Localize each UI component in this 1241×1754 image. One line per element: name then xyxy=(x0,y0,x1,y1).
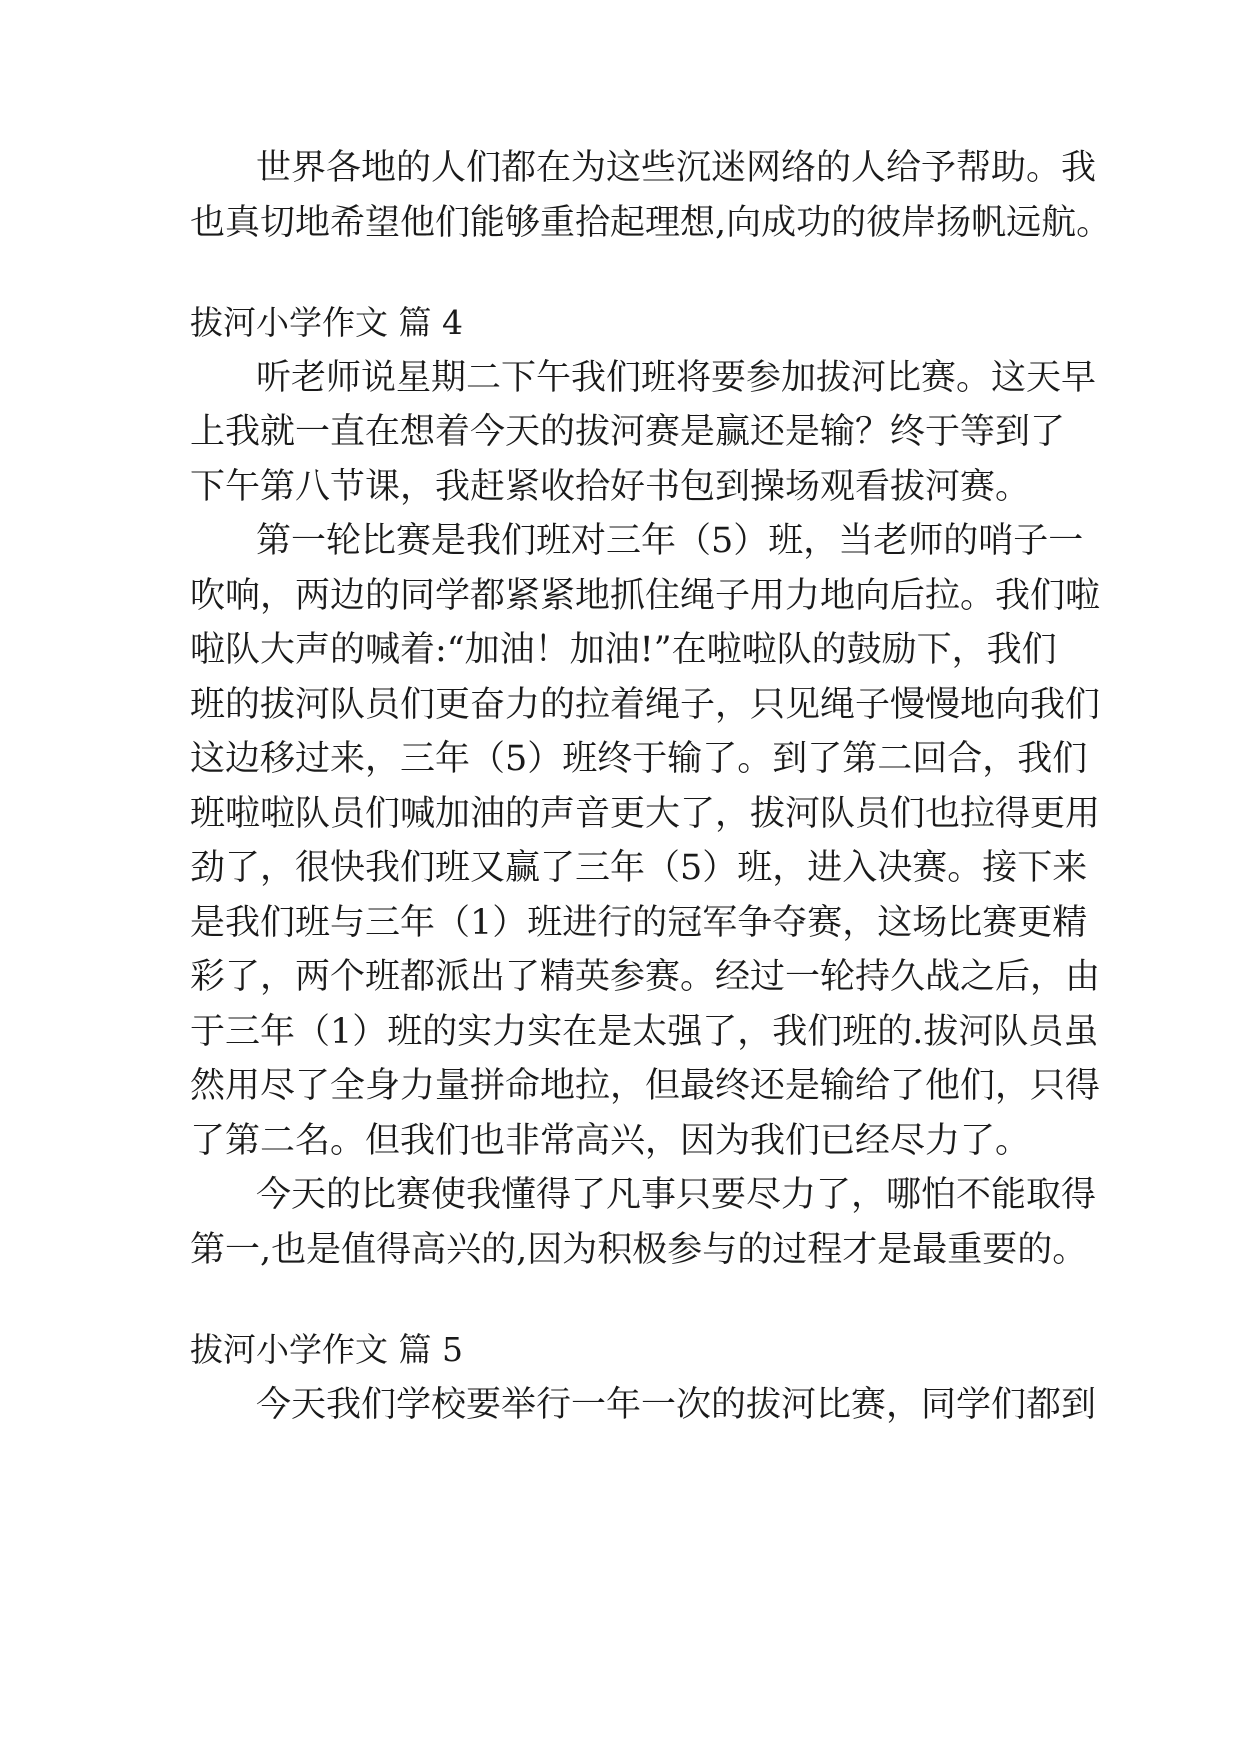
paragraph-line: 劲了，很快我们班又赢了三年（5）班，进入决赛。接下来 xyxy=(190,848,1088,888)
paragraph-line: 上我就一直在想着今天的拔河赛是赢还是输？终于等到了 xyxy=(190,412,1066,452)
paragraph-line: 是我们班与三年（1）班进行的冠军争夺赛，这场比赛更精 xyxy=(190,903,1088,943)
paragraph-line: 了第二名。但我们也非常高兴，因为我们已经尽力了。 xyxy=(190,1121,1031,1161)
paragraph-line: 班啦啦队员们喊加油的声音更大了，拔河队员们也拉得更用 xyxy=(190,794,1101,834)
paragraph-line: 听老师说星期二下午我们班将要参加拔河比赛。这天早 xyxy=(256,358,1097,398)
paragraph-line: 这边移过来，三年（5）班终于输了。到了第二回合，我们 xyxy=(190,739,1088,779)
paragraph-line: 世界各地的人们都在为这些沉迷网络的人给予帮助。我 xyxy=(256,148,1097,188)
section-heading: 拔河小学作文 篇 4 xyxy=(190,303,463,342)
paragraph-line: 今天的比赛使我懂得了凡事只要尽力了，哪怕不能取得 xyxy=(256,1175,1097,1215)
paragraph-line: 今天我们学校要举行一年一次的拔河比赛，同学们都到 xyxy=(256,1385,1097,1425)
paragraph-line: 第一轮比赛是我们班对三年（5）班，当老师的哨子一 xyxy=(256,521,1084,561)
paragraph-line: 下午第八节课，我赶紧收拾好书包到操场观看拔河赛。 xyxy=(190,467,1031,507)
paragraph-line: 第一,也是值得高兴的,因为积极参与的过程才是最重要的。 xyxy=(190,1230,1088,1270)
paragraph-line: 啦队大声的喊着:“加油！加油!”在啦啦队的鼓励下，我们 xyxy=(190,630,1057,670)
paragraph-line: 彩了，两个班都派出了精英参赛。经过一轮持久战之后，由 xyxy=(190,957,1101,997)
paragraph-line: 班的拔河队员们更奋力的拉着绳子，只见绳子慢慢地向我们 xyxy=(190,685,1101,725)
paragraph-line: 然用尽了全身力量拼命地拉，但最终还是输给了他们，只得 xyxy=(190,1066,1101,1106)
paragraph-line: 也真切地希望他们能够重拾起理想,向成功的彼岸扬帆远航。 xyxy=(190,203,1112,243)
paragraph-line: 吹响，两边的同学都紧紧地抓住绳子用力地向后拉。我们啦 xyxy=(190,576,1101,616)
paragraph-line: 于三年（1）班的实力实在是太强了，我们班的.拔河队员虽 xyxy=(190,1012,1099,1052)
section-heading: 拔河小学作文 篇 5 xyxy=(190,1330,463,1369)
